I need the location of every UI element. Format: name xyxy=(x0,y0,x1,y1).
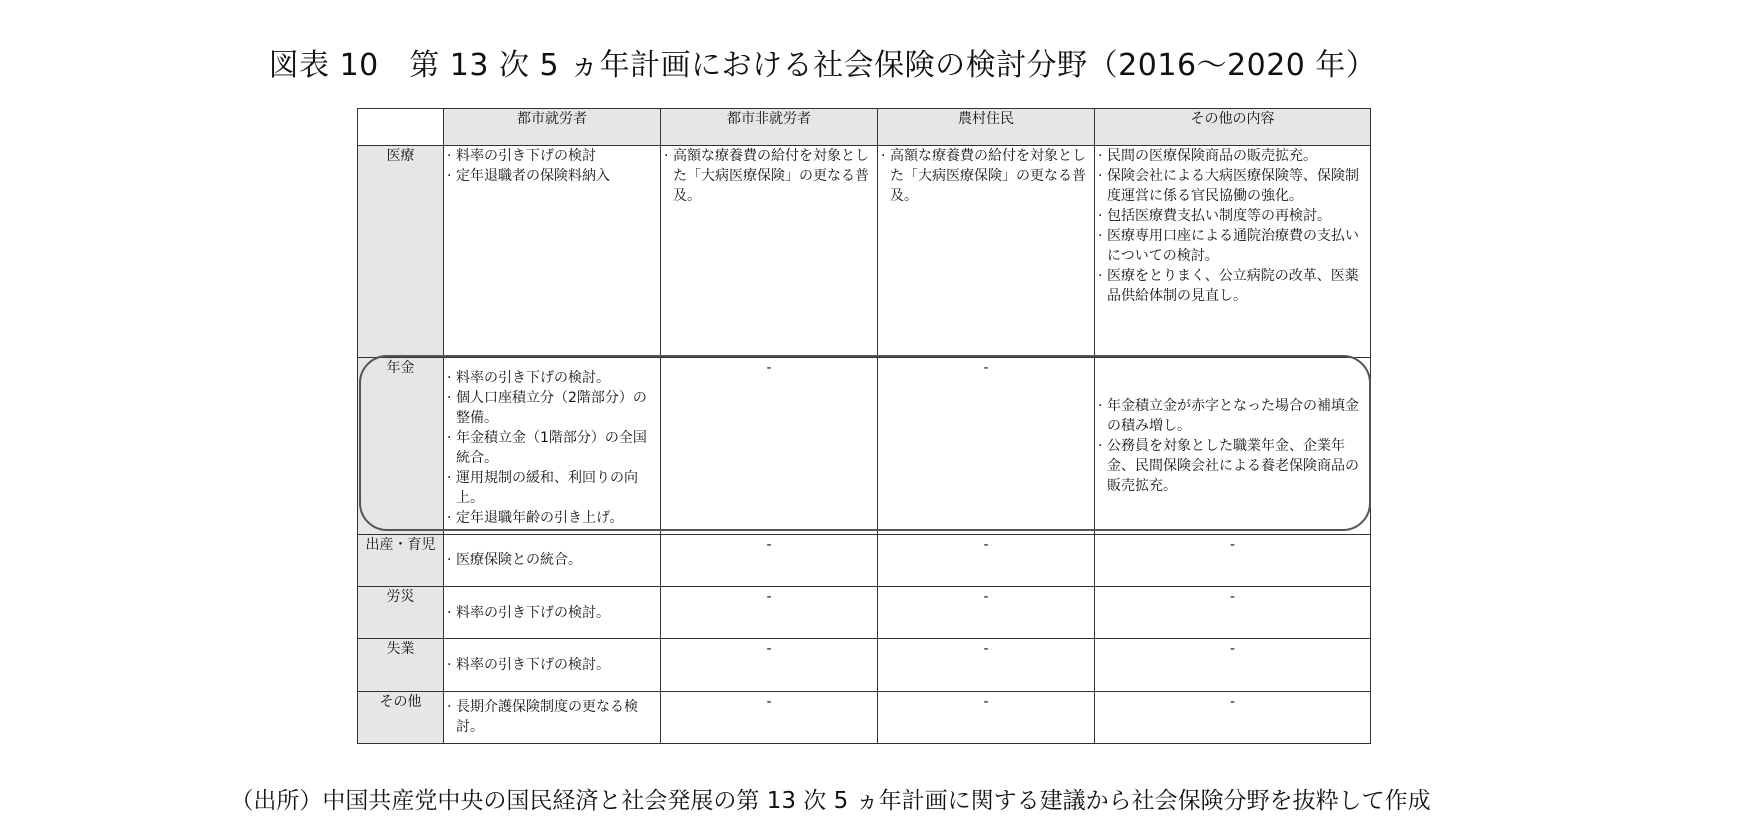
cell-empty-dash: - xyxy=(878,639,1095,691)
cell-urban-workers xyxy=(444,146,661,358)
cell-empty-dash: - xyxy=(661,586,878,638)
table-row xyxy=(358,146,1371,358)
cell-item: · 医療専用口座による通院治療費の支払いについての検討。 xyxy=(1095,226,1370,266)
cell-empty-dash: - xyxy=(1095,691,1371,743)
cell-item: · 定年退職年齢の引き上げ。 xyxy=(444,508,660,528)
table-row xyxy=(358,639,1371,691)
row-header: 出産・育児 xyxy=(358,534,444,586)
row-header: 失業 xyxy=(358,639,444,691)
cell-item-list xyxy=(1095,396,1370,496)
social-insurance-table xyxy=(357,108,1371,744)
cell-item-list xyxy=(444,697,660,737)
cell-item: · 医療保険との統合。 xyxy=(444,550,660,570)
cell-empty-dash: - xyxy=(661,358,878,534)
cell-item: · 料率の引き下げの検討。 xyxy=(444,368,660,388)
source-note: （出所）中国共産党中央の国民経済と社会発展の第 13 次 5 ヵ年計画に関する建議から社会保険分野を抜粋して作成 xyxy=(230,788,1431,814)
cell-item: · 定年退職者の保険料納入 xyxy=(444,166,660,186)
cell-item-list xyxy=(1095,146,1370,306)
cell-other xyxy=(1095,358,1371,534)
cell-item-list xyxy=(661,146,877,206)
cell-urban-workers xyxy=(444,586,661,638)
cell-item: · 料率の引き下げの検討。 xyxy=(444,603,660,623)
table-row xyxy=(358,534,1371,586)
cell-item: · 保険会社による大病医療保険等、保険制度運営に係る官民協働の強化。 xyxy=(1095,166,1370,206)
cell-urban-workers xyxy=(444,358,661,534)
cell-item: · 年金積立金（1階部分）の全国統合。 xyxy=(444,428,660,468)
table-row xyxy=(358,358,1371,534)
column-header-urban-workers: 都市就労者 xyxy=(444,109,661,146)
cell-item: · 包括医療費支払い制度等の再検討。 xyxy=(1095,206,1370,226)
cell-item: · 公務員を対象とした職業年金、企業年金、民間保険会社による養老保険商品の販売拡充。 xyxy=(1095,436,1370,496)
cell-other xyxy=(1095,146,1371,358)
cell-empty-dash: - xyxy=(878,691,1095,743)
cell-item: · 民間の医療保険商品の販売拡充。 xyxy=(1095,146,1370,166)
cell-item: · 料率の引き下げの検討。 xyxy=(444,655,660,675)
cell-empty-dash: - xyxy=(878,586,1095,638)
cell-item: · 高額な療養費の給付を対象とした「大病医療保険」の更なる普及。 xyxy=(878,146,1094,206)
table-corner xyxy=(358,109,444,146)
cell-urban-non-workers xyxy=(661,146,878,358)
cell-item-list xyxy=(878,146,1094,206)
cell-empty-dash: - xyxy=(661,534,878,586)
cell-urban-workers xyxy=(444,691,661,743)
column-header-rural-residents: 農村住民 xyxy=(878,109,1095,146)
column-header-urban-non-workers: 都市非就労者 xyxy=(661,109,878,146)
cell-empty-dash: - xyxy=(878,534,1095,586)
cell-urban-workers xyxy=(444,534,661,586)
cell-empty-dash: - xyxy=(1095,534,1371,586)
cell-item: · 料率の引き下げの検討 xyxy=(444,146,660,166)
cell-empty-dash: - xyxy=(878,358,1095,534)
table-header-row xyxy=(358,109,1371,146)
cell-item-list xyxy=(444,368,660,528)
row-header: その他 xyxy=(358,691,444,743)
cell-item-list xyxy=(444,655,660,675)
cell-urban-workers xyxy=(444,639,661,691)
column-header-other-content: その他の内容 xyxy=(1095,109,1371,146)
social-insurance-table-wrapper xyxy=(357,108,1370,744)
cell-item: · 運用規制の緩和、利回りの向上。 xyxy=(444,468,660,508)
cell-empty-dash: - xyxy=(1095,586,1371,638)
cell-item-list xyxy=(444,603,660,623)
cell-rural-residents xyxy=(878,146,1095,358)
figure-title: 図表 10 第 13 次 5 ヵ年計画における社会保険の検討分野（2016～2020 年） xyxy=(268,48,1377,83)
cell-empty-dash: - xyxy=(661,639,878,691)
cell-item: · 個人口座積立分（2階部分）の整備。 xyxy=(444,388,660,428)
row-header: 年金 xyxy=(358,358,444,534)
table-body xyxy=(358,146,1371,744)
cell-item: · 長期介護保険制度の更なる検討。 xyxy=(444,697,660,737)
cell-item: · 高額な療養費の給付を対象とした「大病医療保険」の更なる普及。 xyxy=(661,146,877,206)
table-row xyxy=(358,691,1371,743)
cell-empty-dash: - xyxy=(661,691,878,743)
cell-item-list xyxy=(444,550,660,570)
cell-item-list xyxy=(444,146,660,186)
cell-item: · 年金積立金が赤字となった場合の補填金の積み増し。 xyxy=(1095,396,1370,436)
table-row xyxy=(358,586,1371,638)
cell-empty-dash: - xyxy=(1095,639,1371,691)
cell-item: · 医療をとりまく、公立病院の改革、医薬品供給体制の見直し。 xyxy=(1095,266,1370,306)
row-header: 労災 xyxy=(358,586,444,638)
row-header: 医療 xyxy=(358,146,444,358)
